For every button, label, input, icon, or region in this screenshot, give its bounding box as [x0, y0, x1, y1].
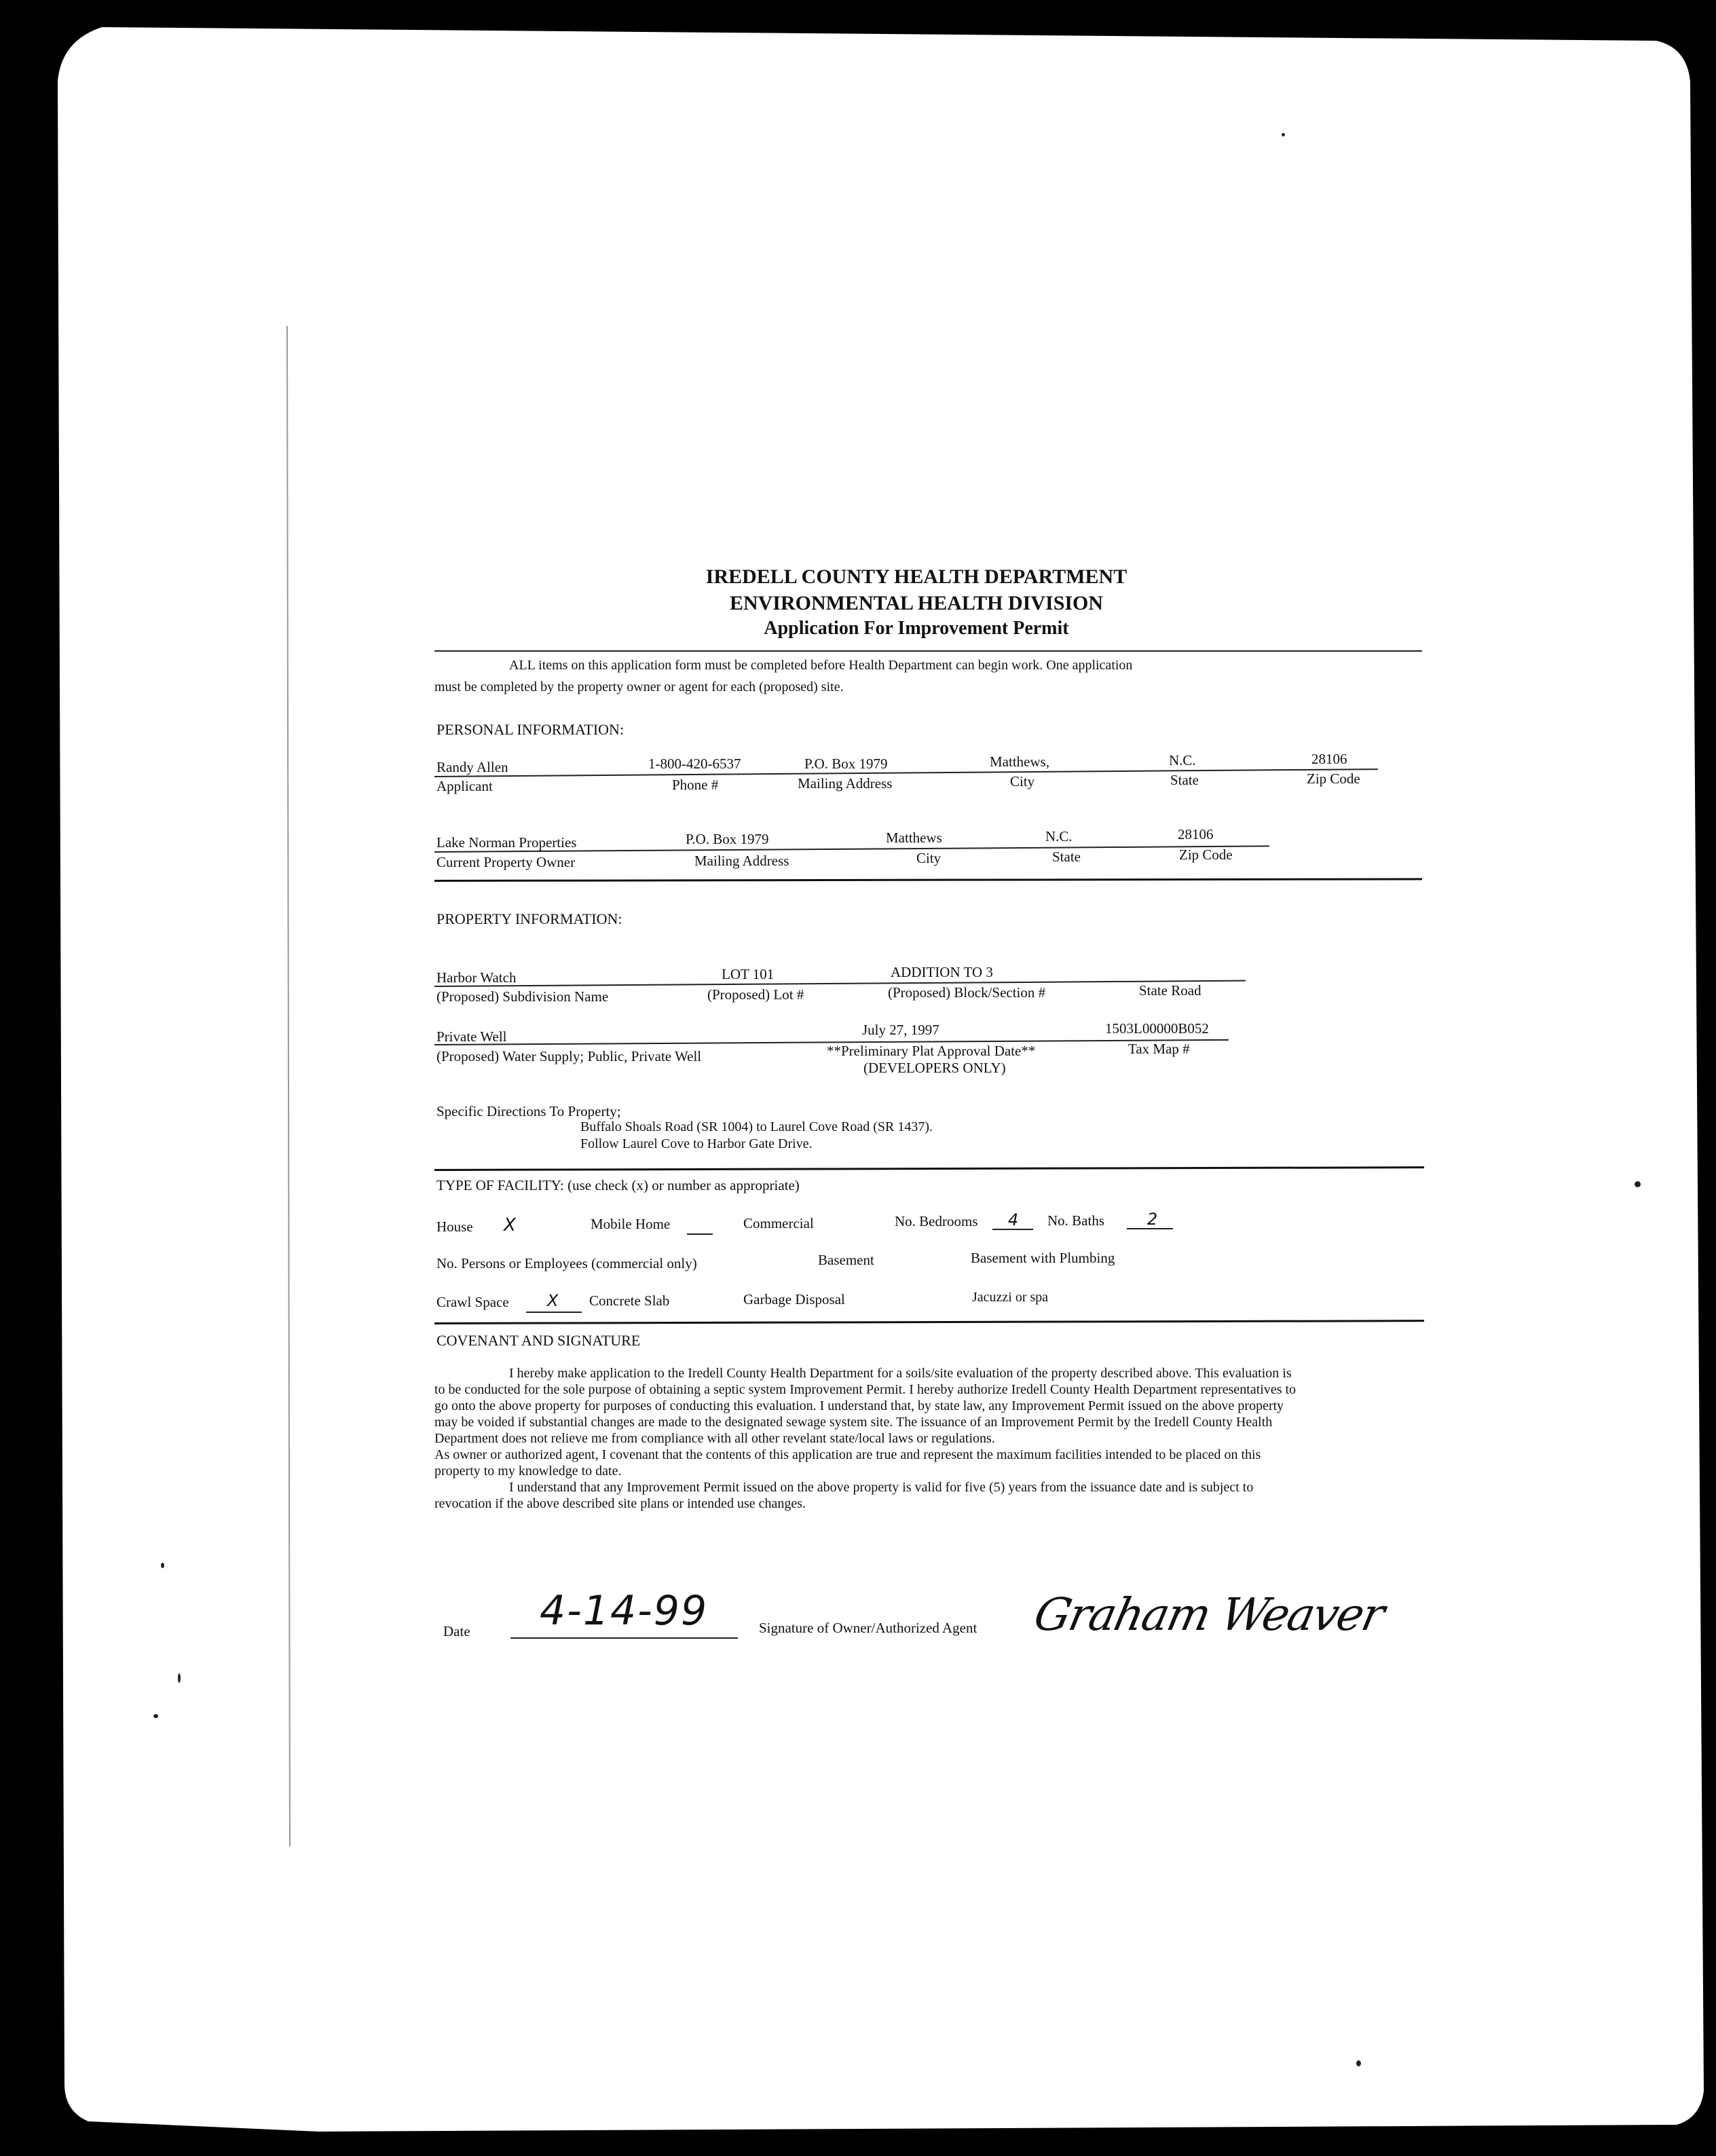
covenant-section-title: COVENANT AND SIGNATURE: [436, 1332, 641, 1349]
header-department: IREDELL COUNTY HEALTH DEPARTMENT: [705, 565, 1127, 588]
owner-zip-label: Zip Code: [1179, 847, 1233, 863]
owner-city-label: City: [916, 850, 941, 866]
block-label: (Proposed) Block/Section #: [888, 984, 1046, 1001]
state-road-label: State Road: [1139, 982, 1201, 999]
date-underline: [510, 1637, 738, 1639]
subdivision-label: (Proposed) Subdivision Name: [436, 988, 609, 1005]
intro-line-2: must be completed by the property owner or agent for each (proposed) site.: [434, 680, 844, 694]
owner-name: Lake Norman Properties: [436, 834, 577, 851]
applicant-zip: 28106: [1311, 751, 1347, 767]
intro-line-1: ALL items on this application form must be completed before Health Department can begin work. One application: [509, 658, 1133, 673]
date-value: 4-14-99: [540, 1587, 709, 1635]
concrete-slab-label: Concrete Slab: [589, 1293, 670, 1309]
scan-speck: [153, 1714, 158, 1718]
house-check: X: [504, 1215, 516, 1235]
form-title: Application For Improvement Permit: [764, 618, 1069, 639]
mailing-address-label: Mailing Address: [798, 775, 893, 792]
lot-number: LOT 101: [722, 966, 775, 982]
date-label: Date: [443, 1623, 470, 1639]
subdivision-name: Harbor Watch: [436, 969, 517, 986]
applicant-address: P.O. Box 1979: [804, 756, 888, 772]
basement-label: Basement: [818, 1252, 874, 1268]
water-supply: Private Well: [436, 1028, 507, 1045]
owner-city: Matthews: [886, 830, 942, 846]
scan-speck: [1635, 1181, 1641, 1187]
city-label: City: [1010, 773, 1035, 789]
scan-speck: [178, 1673, 181, 1683]
bedrooms-blank: [992, 1229, 1033, 1230]
covenant-text: [434, 1365, 1297, 1512]
scan-speck: [161, 1563, 164, 1568]
baths-value: 2: [1147, 1210, 1158, 1229]
developers-only-label: (DEVELOPERS ONLY): [863, 1060, 1006, 1076]
directions-line-1: Buffalo Shoals Road (SR 1004) to Laurel Cove Road (SR 1437).: [580, 1119, 933, 1134]
applicant-name: Randy Allen: [436, 759, 508, 775]
personal-section-title: PERSONAL INFORMATION:: [436, 721, 624, 738]
crawl-space-check: X: [547, 1291, 559, 1310]
applicant-label: Applicant: [436, 778, 493, 794]
covenant-paragraph-3: I understand that any Improvement Permit issued on the above property is valid for five (5) years from the issuance date and is subject to revocation if the above described site plans or intended use changes.: [434, 1480, 1254, 1511]
commercial-label: Commercial: [743, 1215, 814, 1231]
facility-section-title: TYPE OF FACILITY: (use check (x) or number as appropriate): [436, 1177, 800, 1193]
baths-blank: [1127, 1228, 1173, 1229]
scan-speck: [1356, 2060, 1361, 2066]
owner-address-label: Mailing Address: [694, 853, 789, 869]
garbage-disposal-label: Garbage Disposal: [743, 1291, 845, 1307]
owner-state: N.C.: [1045, 828, 1072, 844]
state-label: State: [1170, 772, 1199, 788]
applicant-city: Matthews,: [990, 754, 1050, 770]
signature-label: Signature of Owner/Authorized Agent: [759, 1620, 977, 1636]
persons-label: No. Persons or Employees (commercial only): [436, 1255, 697, 1271]
bedrooms-value: 4: [1008, 1210, 1019, 1229]
header-division: ENVIRONMENTAL HEALTH DIVISION: [729, 592, 1104, 614]
owner-zip: 28106: [1178, 826, 1214, 842]
mobile-home-blank: [687, 1233, 713, 1235]
bedrooms-label: No. Bedrooms: [895, 1213, 978, 1229]
tax-map-number: 1503L00000B052: [1105, 1020, 1209, 1037]
covenant-paragraph-2: As owner or authorized agent, I covenant that the contents of this application are true and represent the maximum facilities intended to be placed on this property to my knowledge to date.: [434, 1447, 1261, 1479]
signature: Graham Weaver: [1029, 1588, 1388, 1641]
title-rule: [434, 650, 1422, 652]
property-section-title: PROPERTY INFORMATION:: [436, 910, 622, 927]
house-label: House: [436, 1219, 473, 1235]
plat-date-label: **Preliminary Plat Approval Date**: [827, 1043, 1036, 1059]
applicant-state: N.C.: [1169, 752, 1196, 768]
owner-address: P.O. Box 1979: [686, 831, 769, 847]
directions-line-2: Follow Laurel Cove to Harbor Gate Drive.: [580, 1136, 813, 1151]
plat-approval-date: July 27, 1997: [862, 1022, 939, 1038]
directions-label: Specific Directions To Property;: [436, 1103, 621, 1119]
current-owner-label: Current Property Owner: [436, 854, 576, 870]
baths-label: No. Baths: [1047, 1212, 1104, 1229]
covenant-paragraph-1: I hereby make application to the Iredell County Health Department for a soils/site evaluation of the property described above. This evaluation is to be conducted for the sole purpose of obtaining a septic system Improvement Permit. I hereby authorize Iredell County Health Department representatives to go onto the above property for purposes of conducting this evaluation. I understand that, by state law, any Improvement Permit issued on the above property may be voided if substantial changes are made to the designated sewage system site. The issuance of an Improvement Permit by the Iredell County Health Department does not relieve me from compliance with all other revelant state/local laws or regulations.: [434, 1366, 1297, 1446]
owner-state-label: State: [1052, 849, 1081, 865]
lot-label: (Proposed) Lot #: [707, 986, 804, 1003]
crawl-space-label: Crawl Space: [436, 1294, 509, 1310]
basement-plumbing-label: Basement with Plumbing: [971, 1250, 1115, 1266]
mobile-home-label: Mobile Home: [591, 1216, 671, 1232]
scan-speck: [1282, 133, 1285, 136]
tax-map-label: Tax Map #: [1128, 1041, 1190, 1057]
block-section: ADDITION TO 3: [891, 964, 993, 980]
crawl-space-blank: [526, 1312, 582, 1313]
water-supply-label: (Proposed) Water Supply; Public, Private Well: [436, 1048, 702, 1064]
jacuzzi-label: Jacuzzi or spa: [972, 1290, 1049, 1305]
applicant-phone: 1-800-420-6537: [648, 756, 741, 772]
phone-label: Phone #: [672, 777, 719, 793]
zip-code-label: Zip Code: [1307, 770, 1360, 787]
